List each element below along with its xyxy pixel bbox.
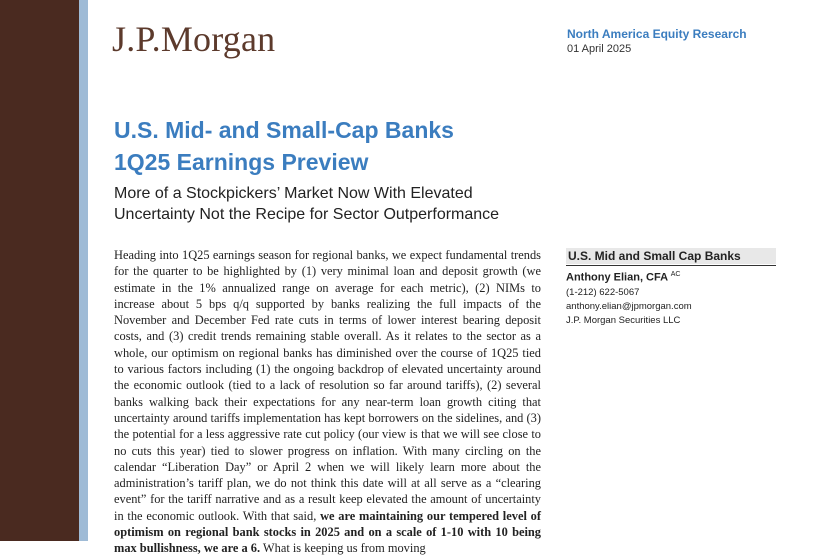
report-subtitle bbox=[114, 183, 554, 225]
research-series: North America Equity Research bbox=[567, 27, 747, 41]
title-line-2: 1Q25 Earnings Preview bbox=[114, 149, 369, 175]
subtitle-line-1: More of a Stockpickers’ Market Now With Elevated bbox=[114, 185, 473, 202]
sidebar-light-stripe bbox=[79, 0, 88, 541]
report-title bbox=[114, 114, 554, 178]
title-line-1: U.S. Mid- and Small-Cap Banks bbox=[114, 117, 454, 143]
analyst-email[interactable]: anthony.elian@jpmorgan.com bbox=[566, 300, 692, 312]
analyst-designation: AC bbox=[670, 271, 681, 278]
sidebar-dark-stripe bbox=[0, 0, 79, 541]
analyst-info-box bbox=[566, 248, 776, 326]
coverage-heading: U.S. Mid and Small Cap Banks bbox=[566, 248, 776, 264]
analyst-name bbox=[566, 271, 776, 284]
body-text-bold: we are maintaining our tempered level of optimism on regional bank stocks in 2025 and on a scale of 1-10 with 10 being max bullishness, we are a 6. bbox=[114, 508, 541, 556]
coverage-divider bbox=[566, 265, 776, 266]
publication-date: 01 April 2025 bbox=[567, 43, 632, 55]
analyst-phone: (1-212) 622-5067 bbox=[566, 286, 640, 298]
body-text-tail: What is keeping us from moving bbox=[260, 541, 426, 556]
subtitle-line-2: Uncertainty Not the Recipe for Sector Outperformance bbox=[114, 206, 500, 223]
jpmorgan-logo: J.P.Morgan bbox=[112, 19, 276, 59]
analyst-firm: J.P. Morgan Securities LLC bbox=[566, 314, 681, 326]
body-text-regular: Heading into 1Q25 earnings season for regional banks, we expect fundamental trends for the quarter to be highlighted by (1) very minimal loan and deposit growth (we estimate in the 1% annualized range on average for each metric), (2) NIMs to increase about 5 bps q/q supported by banks realizing the full impacts of the November and December Fed rate cuts in terms of lower interest bearing deposit costs, and (3) credit trends remaining stable overall. As it relates to the sector as a whole, our optimism on regional banks has diminished over the course of 1Q25 tied to various factors including (1) the ongoing backdrop of elevated uncertainty around the economic outlook (tied to a lack of resolution so far around tariffs), (2) several banks walking back their expectations for any near-term loan growth citing that uncertainty around tariffs implementation has kept borrowers on the sidelines, and (3) the potential for a less aggressive rate cut policy (our view is that we will see close to no cuts this year) tied to slower progress on inflation. With many circling on the calendar “Liberation Day” or April 2 when we will likely learn more about the administration’s tariff plan, we do not think this date will at all serve as a “clearing event” for the tariff narrative and as a result keep elevated the amount of uncertainty in the economic outlook. With that said, bbox=[114, 248, 541, 523]
body-paragraph bbox=[114, 247, 541, 557]
analyst-name-text: Anthony Elian, CFA bbox=[566, 271, 668, 284]
